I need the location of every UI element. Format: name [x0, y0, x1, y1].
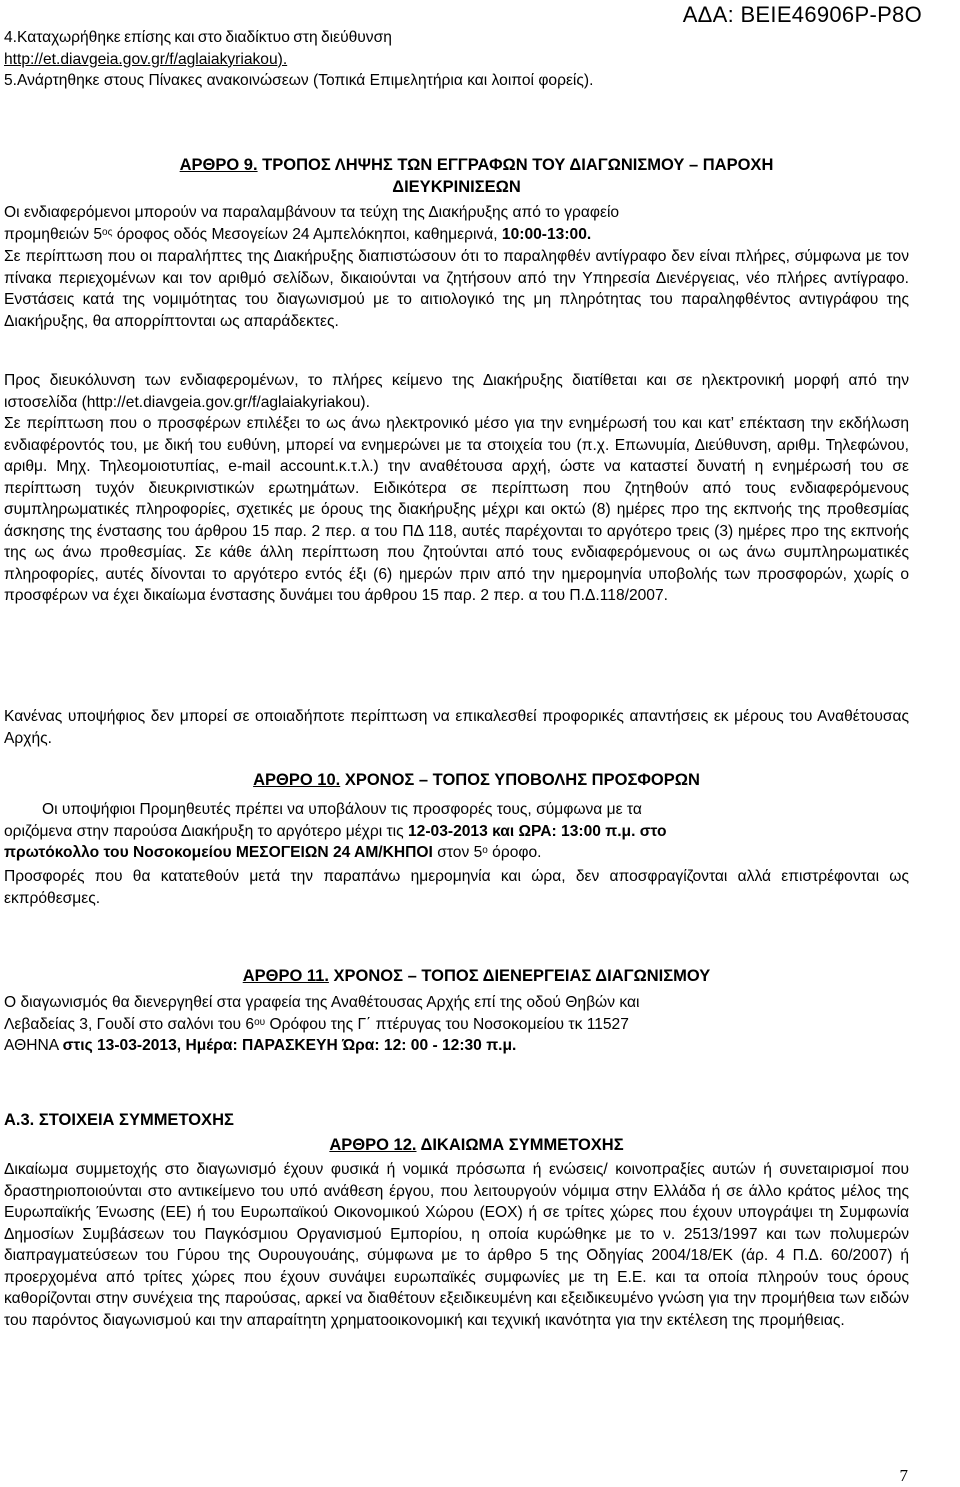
article-9-para-2: Σε περίπτωση που οι παραλήπτες της Διακήρυξης διαπιστώσουν ότι το παραληφθέν αντίγραφο δεν είναι πλήρες, σύμφωνα με τον πίνακα περιεχομένων και τον αριθμό σελίδων, δικαιούνται να ζητήσουν από την Υπηρεσία Διενέργειας, νέο πλήρες αντίγραφο. Ενστάσεις κατά της νομιμότητας του διαγωνισμού με το αιτιολογικό της μη πληρότητας του παραληφθέντος αντιγράφου της Διακήρυξης, θα απορρίπτονται ως απαράδεκτες.	[4, 248, 909, 330]
article-10-para-1: Οι υποψήφιοι Προμηθευτές πρέπει να υποβάλουν τις προσφορές τους, σύμφωνα με τα οριζόμενα στην παρούσα Διακήρυξη το αργότερο μέχρι τις 12-03-2013 και ΩΡΑ: 13:00 π.μ. στο πρωτόκολλο του Νοσοκομείου ΜΕΣΟΓΕΙΩΝ 24 ΑΜ/ΚΗΠΟΙ στον $5^o$ όροφο.	[4, 801, 667, 861]
article-12-title: ΔΙΚΑΙΩΜΑ ΣΥΜΜΕΤΟΧΗΣ	[416, 1136, 624, 1154]
article-9-para-1: Οι ενδιαφερόμενοι μπορούν να παραλαμβάνουν τα τεύχη της Διακήρυξης από το γραφείο προμηθειών $5^{o\varsigma}$ όροφος οδός Μεσογείων 24 Αμπελόκηποι, καθημερινά, 10:00-13:00.	[4, 204, 620, 243]
intro-block	[4, 27, 909, 92]
page-number: 7	[899, 1466, 908, 1485]
article-9-title: ΤΡΟΠΟΣ ΛΗΨΗΣ ΤΩΝ ΕΓΓΡΑΦΩΝ ΤΟΥ ΔΙΑΓΩΝΙΣΜΟΥ – ΠΑΡΟΧΗ	[257, 156, 774, 174]
article-10-heading	[4, 770, 909, 792]
article-10-title: ΧΡΟΝΟΣ – ΤΟΠΟΣ ΥΠΟΒΟΛΗΣ ΠΡΟΣΦΟΡΩΝ	[340, 771, 700, 789]
article-9-para-5: Κανένας υποψήφιος δεν μπορεί σε οποιαδήποτε περίπτωση να επικαλεσθεί προφορικές απαντήσεις εκ μέρους του Αναθέτουσας Αρχής.	[4, 708, 909, 747]
article-10-para-2: Προσφορές που θα κατατεθούν μετά την παραπάνω ημερομηνία και ώρα, δεν αποσφραγίζονται αλλά επιστρέφονται ως εκπρόθεσμες.	[4, 868, 909, 907]
article-9-para-4: Σε περίπτωση που ο προσφέρων επιλέξει το ως άνω ηλεκτρονικό μέσο για την ενημέρωσή του και κατ’ επέκταση την εκδήλωση ενδιαφέροντός του, με δική του ευθύνη, μπορεί να ενημερώνει με τα στοιχεία του (π.χ. Επωνυμία, Διεύθυνση, αριθμ. Τηλεφώνου, αριθμ. Μηχ. Τηλεομοιοτυπίας, e-mail account.κ.τ.λ.) την αναθέτουσα αρχή, ώστε να καταστεί δυνατή η ενημέρωσή του σε περίπτωση τυχόν διευκρινιστικών ερωτημάτων. Ειδικότερα σε περίπτωση που ζητηθούν από τους ενδιαφερόμενους συμπληρωματικές πληροφορίες, σχετικές με όρους της διακήρυξης μέχρι και οκτώ (8) ημέρες προ της εκπνοής της προθεσμίας άσκησης της ένστασης του άρθρου 15 παρ. 2 περ. α του ΠΔ 118, αυτές παρέχονται το αργότερο τρεις (3) ημέρες προ της εκπνοής της ως άνω προθεσμίας. Σε κάθε άλλη περίπτωση που ζητούνται από τους ενδιαφερόμενους οι ως άνω συμπληρωματικές πληροφορίες, αυτές δίνονται το αργότερο εντός έξι (6) ημερών πριν από την ημερομηνία υποβολής των προσφορών, χωρίς ο προσφέρων να έχει δικαίωμα ένστασης δυνάμει του άρθρου 15 παρ. 2 περ. α του Π.Δ.118/2007.	[4, 415, 909, 604]
article-12-heading	[4, 1135, 909, 1157]
article-11-title: ΧΡΟΝΟΣ – ΤΟΠΟΣ ΔΙΕΝΕΡΓΕΙΑΣ ΔΙΑΓΩΝΙΣΜΟΥ	[328, 967, 711, 985]
article-12-para-1: Δικαίωμα συμμετοχής στο διαγωνισμό έχουν φυσικά ή νομικά πρόσωπα ή ενώσεις/ κοινοπραξίες αυτών ή συνεταιρισμοί που δραστηριοποιούνται στο αντικείμενο του υπό ανάθεση έργου, που λειτουργούν νόμιμα στην Ελλάδα ή σε άλλο κράτος μέλος της Ευρωπαϊκής Ένωσης (ΕΕ) ή του Ευρωπαϊκού Οικονομικού Χώρου (ΕΟΧ) ή σε τρίτες χώρες που έχουν υπογράψει τη Συμφωνία Δημοσίων Συμβάσεων του Παγκόσμιου Οργανισμού Εμπορίου, η οποία κυρώθηκε με το ν. 2513/1997 και των πολυμερών διαπραγματεύσεων του Γύρου της Ουρουγουάης, σύμφωνα με το άρθρο 5 της Οδηγίας 2004/18/ΕΚ (άρ. 4 Π.Δ. 60/2007) ή προερχομένα από τρίτες χώρες που έχουν συνάψει ευρωπαϊκές συμφωνίες με τη Ε.Ε. και τα οποία πληρούν τους όρους καθορίζονται στην συνέχεια της παρούσας, αρκεί να διαθέτουν εξειδικευμένη και εξειδικευμένο γνώση για την προμήθεια των ειδών του παρόντος διαγωνισμού και την απαραίτητη χρηματοοικονομική και τεχνική ικανότητα για την εκτέλεση της προμήθειας.	[4, 1161, 909, 1329]
article-9-para-3: Προς διευκόλυνση των ενδιαφερομένων, το πλήρες κείμενο της Διακήρυξης διατίθεται και σε ηλεκτρονική μορφή από την ιστοσελίδα (http://et.diavgeia.gov.gr/f/aglaiakyriakou).	[4, 372, 909, 411]
intro-line-1: 4.Καταχωρήθηκε επίσης και στο διαδίκτυο στη διεύθυνση	[4, 29, 392, 46]
article-11-number: ΑΡΘΡΟ 11.	[242, 967, 329, 985]
article-11-body: Ο διαγωνισμός θα διενεργηθεί στα γραφεία της Αναθέτουσας Αρχής επί της οδού Θηβών και Λεβαδείας 3, Γουδί στο σαλόνι του $6^{o\upsilon}$ Ορόφου της Γ΄ πτέρυγας του Νοσοκομείου τκ 11527 ΑΘΗΝΑ στις 13-03-2013, Ημέρα: ΠΑΡΑΣΚΕΥΗ Ώρα: 12: 00 - 12:30 π.μ.	[4, 994, 640, 1054]
section-a3-heading: Α.3. ΣΤΟΙΧΕΙΑ ΣΥΜΜΕΤΟΧΗΣ	[4, 1111, 234, 1129]
intro-line-3: 5.Ανάρτηθηκε στους Πίνακες ανακοινώσεων (Τοπικά Επιμελητήρια και λοιποί φορείς).	[4, 72, 594, 89]
article-11-heading	[4, 966, 909, 988]
article-9-number: ΑΡΘΡΟ 9.	[179, 156, 258, 174]
article-9-title-cont: ΔΙΕΥΚΡΙΝΙΣΕΩΝ	[392, 177, 521, 196]
article-10-number: ΑΡΘΡΟ 10.	[253, 771, 341, 789]
article-12-number: ΑΡΘΡΟ 12.	[329, 1136, 417, 1154]
ada-code: ΑΔΑ: ΒΕΙΕ46906Ρ-Ρ8Ο	[682, 2, 922, 27]
article-9-heading	[4, 155, 909, 198]
intro-link[interactable]: http://et.diavgeia.gov.gr/f/aglaiakyriakou).	[4, 50, 288, 68]
